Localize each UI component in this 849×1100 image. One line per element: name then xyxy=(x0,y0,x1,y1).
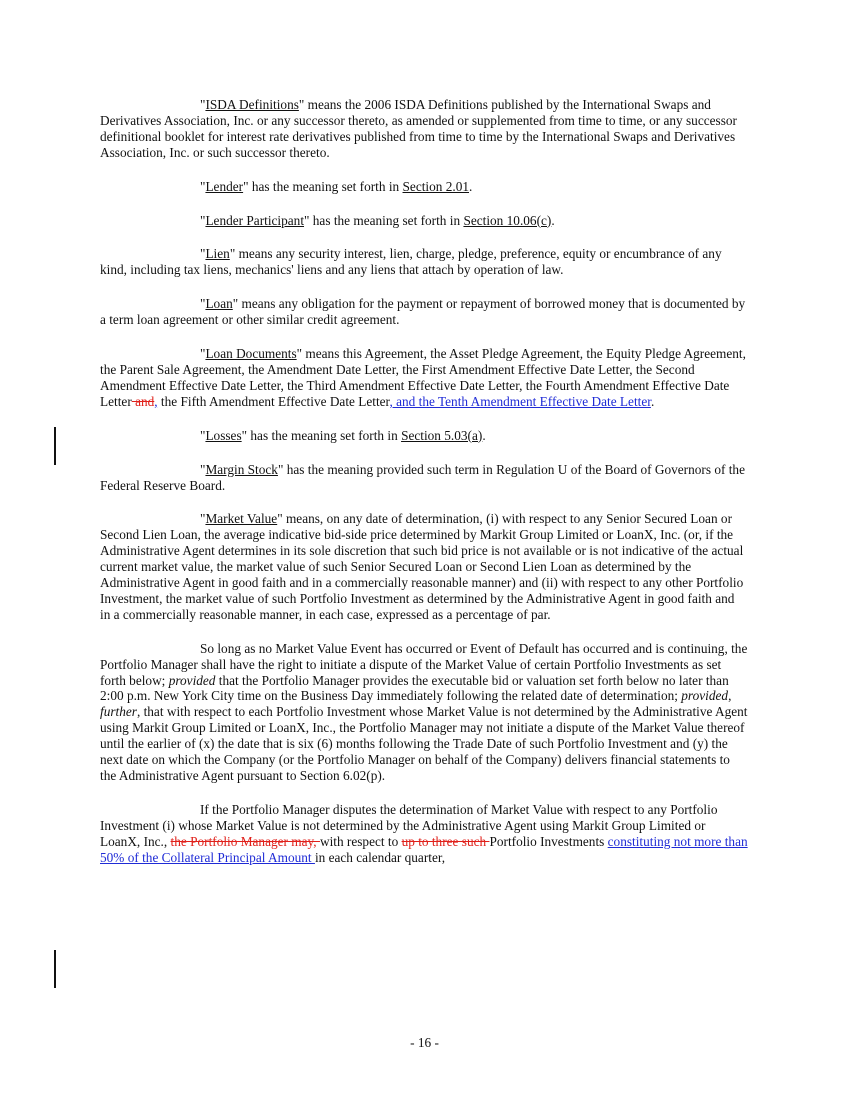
paragraph-margin-stock xyxy=(100,462,748,494)
body-text: , xyxy=(728,688,732,704)
body-text: " xyxy=(200,427,206,443)
defined-term: Margin Stock xyxy=(205,461,278,477)
paragraph-lender-participant xyxy=(100,213,748,229)
body-text: in each calendar quarter, xyxy=(314,849,446,865)
body-text: If the Portfolio Manager disputes the determination of Market Value with respect to any Portfolio Investment (i) whose Market Value is not determined by the Administrative Agent using Markit Group Limited or LoanX, Inc., xyxy=(100,801,718,849)
page-number: - 16 - xyxy=(410,1035,439,1050)
deleted-text: and xyxy=(131,393,155,409)
paragraph-loan xyxy=(100,296,748,328)
body-text: " xyxy=(200,178,206,194)
paragraph-market-value xyxy=(100,511,748,622)
inserted-text: , xyxy=(154,393,158,409)
defined-term: Loan Documents xyxy=(205,346,297,362)
body-text: " means any obligation for the payment or repayment of borrowed money that is documented by a term loan agreement or other similar credit agreement. xyxy=(100,296,746,328)
body-text: , that with respect to each Portfolio Investment whose Market Value is not determined by the Administrative Agent using Markit Group Limited or LoanX, Inc., the Portfolio Manager may not initiate a dispute of the Market Value thereof until the earlier of (x) the date that is six (6) months following the Trade Date of such Portfolio Investment and (y) the next date on which the Company (or the Portfolio Manager on behalf of the Company) delivers financial statements to the Administrative Agent pursuant to Section 6.02(p). xyxy=(100,704,748,783)
deleted-text: up to three such xyxy=(401,833,490,849)
inserted-text: constituting not more than 50% of the Collateral Principal Amount xyxy=(100,833,748,865)
change-bar-loan-documents xyxy=(54,427,56,465)
body-text: " means the 2006 ISDA Definitions published by the International Swaps and Derivatives Association, Inc. or any successor thereto, as amended or supplemented from time to time, or any successor definitional booklet for interest rate derivatives published from time to time by the International Swaps and Derivatives Association, Inc. or such successor thereto. xyxy=(100,97,737,160)
italic-text: further xyxy=(100,704,137,720)
paragraph-if-dispute xyxy=(100,802,748,866)
body-text: " has the meaning set forth in xyxy=(304,212,464,228)
body-text: with respect to xyxy=(319,833,402,849)
body-text: " xyxy=(200,346,206,362)
paragraph-so-long xyxy=(100,641,748,784)
body-text: " means this Agreement, the Asset Pledge Agreement, the Equity Pledge Agreement, the Parent Sale Agreement, the Amendment Date Letter, the First Amendment Effective Date Letter, the Second Amendment Effective Date Letter, the Third Amendment Effective Date Letter, the Fourth Amendment Effective Date Letter xyxy=(100,346,746,409)
defined-term: Lender xyxy=(205,178,244,194)
inserted-text: , and the Tenth Amendment Effective Date Letter xyxy=(389,393,651,409)
body-text: . xyxy=(650,393,655,409)
defined-term: Lender Participant xyxy=(205,212,305,228)
body-text: " has the meaning set forth in xyxy=(243,178,403,194)
body-text: " xyxy=(200,296,206,312)
document-body xyxy=(100,97,748,884)
body-text: " xyxy=(200,246,206,262)
paragraph-lien xyxy=(100,246,748,278)
body-text: Portfolio Investments xyxy=(489,833,608,849)
defined-term: Losses xyxy=(205,427,242,443)
body-text: . xyxy=(551,212,555,228)
defined-term: Section 5.03(a) xyxy=(401,427,483,443)
paragraph-isda xyxy=(100,97,748,161)
body-text: " xyxy=(200,212,206,228)
body-text: " means any security interest, lien, charge, pledge, preference, equity or encumbrance of any kind, including tax liens, mechanics' liens and any liens that attach by operation of law. xyxy=(100,246,722,278)
deleted-text: the Portfolio Manager may, xyxy=(170,833,320,849)
body-text: the Fifth Amendment Effective Date Letter xyxy=(157,393,390,409)
body-text: " has the meaning set forth in xyxy=(241,427,402,443)
body-text: . xyxy=(469,178,473,194)
body-text: " xyxy=(200,511,206,527)
paragraph-loan-documents xyxy=(100,346,748,410)
defined-term: Section 2.01 xyxy=(402,178,469,194)
body-text: that the Portfolio Manager provides the executable bid or valuation set forth below no later than 2:00 p.m. New York City time on the Business Day immediately following the related date of determination; xyxy=(100,672,729,704)
italic-text: provided xyxy=(168,672,216,688)
paragraph-lender xyxy=(100,179,748,195)
change-bar-dispute xyxy=(54,950,56,988)
body-text: " xyxy=(200,461,206,477)
defined-term: Market Value xyxy=(205,511,278,527)
defined-term: Loan xyxy=(205,296,233,312)
paragraph-losses xyxy=(100,428,748,444)
defined-term: ISDA Definitions xyxy=(205,97,299,112)
body-text: . xyxy=(482,427,486,443)
body-text: " means, on any date of determination, (i) with respect to any Senior Secured Loan or Second Lien Loan, the average indicative bid-side price determined by Markit Group Limited or LoanX, Inc. (or, if the Administrative Agent determines in its sole discretion that such bid price is not available or is not indicative of the actual current market value, the market value of such Senior Secured Loan or Second Lien Loan as determined by the Administrative Agent in good faith and in a commercially reasonable manner) and (ii) with respect to any other Portfolio Investment, the market value of such Portfolio Investment as determined by the Administrative Agent in good faith and in a commercially reasonable manner, in each case, expressed as a percentage of par. xyxy=(100,511,744,622)
body-text: " has the meaning provided such term in Regulation U of the Board of Governors of the Federal Reserve Board. xyxy=(100,461,745,493)
body-text: So long as no Market Value Event has occurred or Event of Default has occurred and is continuing, the Portfolio Manager shall have the right to initiate a dispute of the Market Value of certain Portfolio Investments as set forth below; xyxy=(100,640,748,688)
defined-term: Lien xyxy=(205,246,230,262)
defined-term: Section 10.06(c) xyxy=(463,212,552,228)
body-text: " xyxy=(200,97,206,112)
italic-text: provided xyxy=(681,688,729,704)
